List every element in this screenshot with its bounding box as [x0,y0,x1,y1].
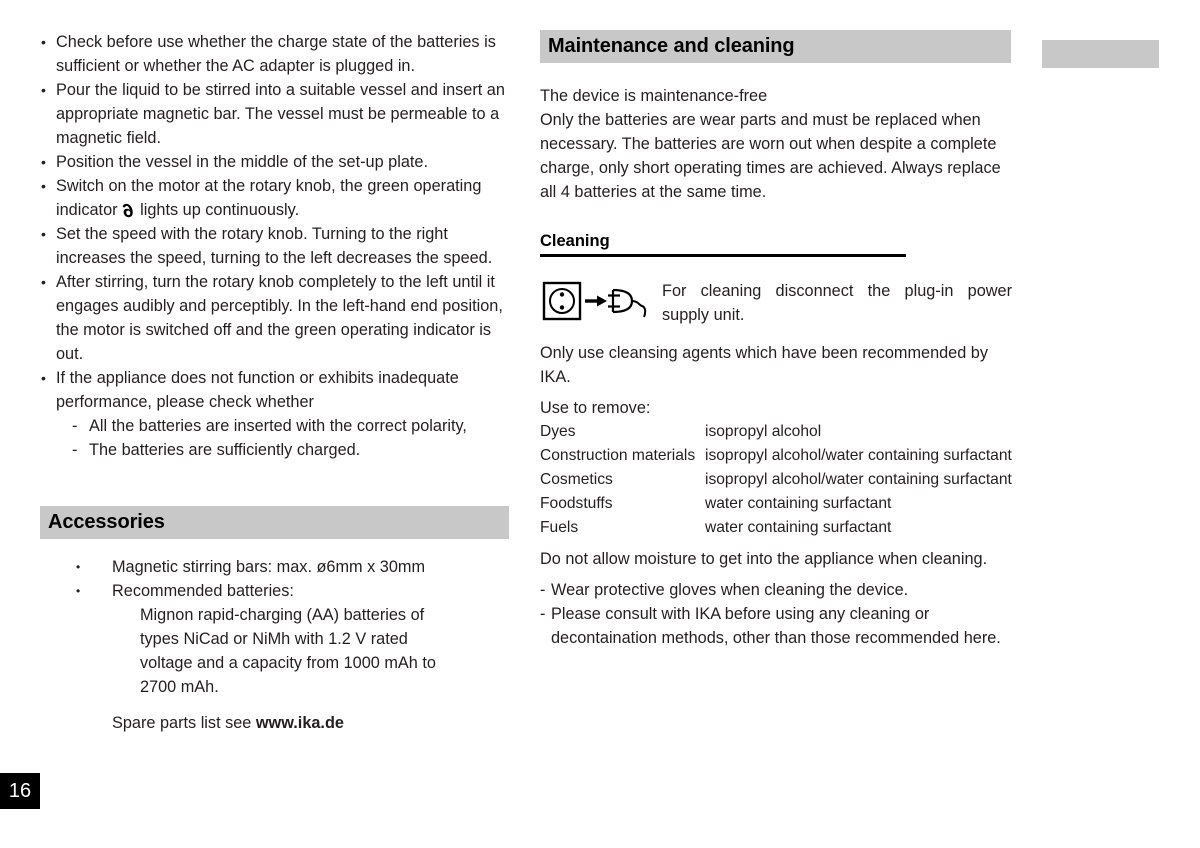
bullet-text-after-icon: lights up continuously. [140,201,300,219]
list-item [72,414,510,438]
agent-cell: isopropyl alcohol/water containing surfactant [705,471,1012,488]
list-item [40,555,510,579]
moisture-warning-note: Do not allow moisture to get into the appliance when cleaning. [540,550,988,568]
operating-instructions-list [40,30,510,462]
list-item [40,366,510,462]
sub-item-text: The batteries are sufficiently charged. [89,441,361,459]
maintenance-line-2: Only the batteries are wear parts and must be replaced when necessary. The batteries are worn out when despite a complete charge, only short operating times are achieved. Always replace all 4 batteries at the same time. [540,111,1001,201]
list-item [40,30,510,78]
bullet-text: Set the speed with the rotary knob. Turning to the right increases the speed, turning to the left decreases the speed. [56,225,493,267]
sub-item-text: All the batteries are inserted with the correct polarity, [89,417,467,435]
accessories-list [40,555,510,603]
bullet-text: Check before use whether the charge state of the batteries is sufficient or whether the AC adapter is plugged in. [56,33,496,75]
soil-type-cell: Dyes [540,423,576,440]
list-item [540,602,1012,650]
accessory-text: Recommended batteries: [112,582,294,600]
spare-parts-prefix: Spare parts list see [112,714,256,732]
battery-detail-text: Mignon rapid-charging (AA) batteries of types NiCad or NiMh with 1.2 V rated voltage and a capacity from 1000 mAh to 2700 mAh. [140,606,436,696]
warning-text: Wear protective gloves when cleaning the device. [551,581,909,599]
page-number: 16 [0,773,40,809]
maintenance-line-1: The device is maintenance-free [540,87,768,105]
list-item [72,438,510,462]
table-row [540,468,1012,492]
maintenance-section-heading: Maintenance and cleaning [540,30,1011,63]
stirring-indicator-icon: 6 [122,200,134,223]
socket-to-plug-icon [542,281,650,323]
agent-cell: isopropyl alcohol [705,423,822,440]
cleansing-agents-note: Only use cleansing agents which have been recommended by IKA. [540,344,989,386]
agent-cell: isopropyl alcohol/water containing surfactant [705,447,1012,464]
list-item [540,578,1012,602]
list-item [40,579,510,603]
agent-cell: water containing surfactant [705,495,892,512]
table-row [540,444,1012,468]
list-item [40,270,510,366]
bullet-text: After stirring, turn the rotary knob completely to the left until it engages audibly and perceptibly. In the left-hand end position, the motor is switched off and the green operating indicator is out. [56,273,503,363]
cleaning-warnings-list [540,578,1012,650]
agent-cell: water containing surfactant [705,519,892,536]
disconnect-figure-note: For cleaning disconnect the plug-in power supply unit. [662,282,1012,324]
list-item [40,222,510,270]
soil-type-cell: Construction materials [540,447,696,464]
warning-text: Please consult with IKA before using any cleaning or decontaination methods, other than those recommended here. [551,605,1001,647]
accessory-text: Magnetic stirring bars: max. ø6mm x 30mm [112,558,426,576]
cleaning-agents-table [540,420,1012,540]
list-item [40,78,510,150]
ika-website-link[interactable]: www.ika.de [255,714,344,732]
bullet-text: Pour the liquid to be stirred into a suitable vessel and insert an appropriate magnetic bar. The vessel must be permeable to a magnetic field. [56,81,505,147]
table-row [540,516,1012,540]
soil-type-cell: Cosmetics [540,471,613,488]
soil-type-cell: Foodstuffs [540,495,613,512]
table-row [540,420,1012,444]
list-item-motor [40,174,510,222]
use-to-remove-label: Use to remove: [540,399,651,417]
right-column [540,30,1012,650]
table-row [540,492,1012,516]
bullet-text: If the appliance does not function or exhibits inadequate performance, please check whether [56,369,459,411]
soil-type-cell: Fuels [540,519,579,536]
accessories-section-heading: Accessories [40,506,509,539]
bullet-text: Position the vessel in the middle of the set-up plate. [56,153,428,171]
spare-parts-line [40,711,510,735]
left-column [40,30,510,735]
cleaning-subsection-heading: Cleaning [540,231,906,257]
list-item [40,150,510,174]
bullet-text-before-icon: Switch on the motor at the rotary knob, the green operating indicator [56,177,482,219]
disconnect-figure-row [540,279,1012,327]
blank-heading-bar [1042,40,1159,68]
check-sublist [56,414,510,462]
